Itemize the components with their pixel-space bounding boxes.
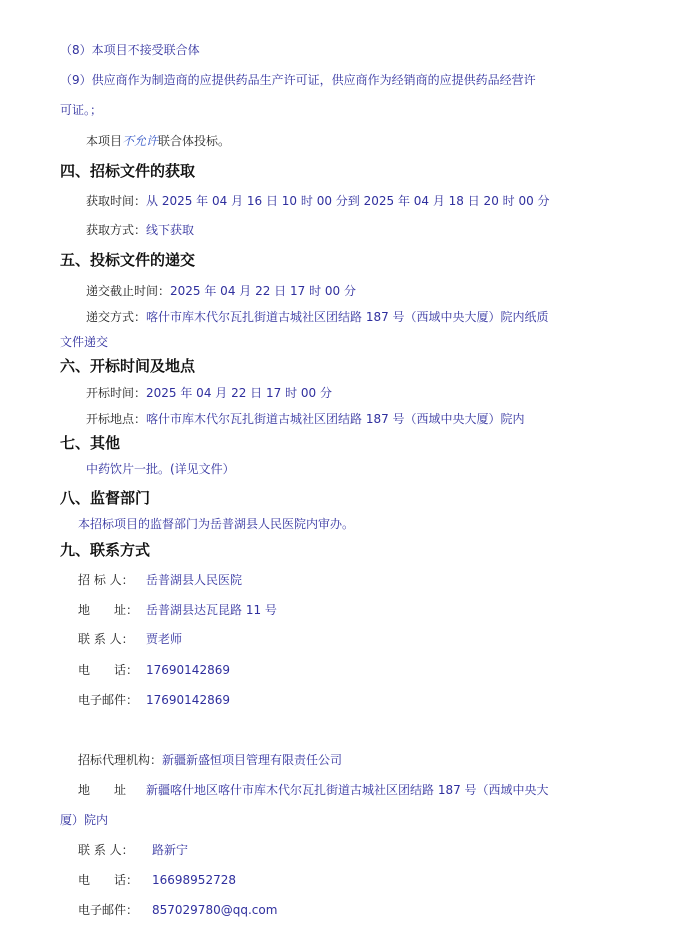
consortium-value: 不允许	[122, 134, 159, 148]
agency-email-value: 857029780@qq.com	[152, 903, 278, 917]
submit-place-value: 喀什市库木代尔瓦扎街道古城社区团结路 187 号（西域中央大厦）院内纸质	[146, 310, 549, 324]
section-9-heading: 九、联系方式	[60, 541, 151, 559]
tenderer-email-label: 电子邮件：	[78, 693, 139, 707]
opening-time-row	[86, 385, 332, 401]
submit-deadline-value: 2025 年 04 月 22 日 17 时 00 分	[170, 284, 356, 298]
item-9-line1: （9）供应商作为制造商的应提供药品生产许可证，供应商作为经销商的应提供药品经营许	[60, 73, 536, 87]
section-5-heading: 五、投标文件的递交	[60, 251, 196, 269]
tenderer-contact-label: 联 系 人：	[78, 632, 134, 646]
acquire-time-value: 从 2025 年 04 月 16 日 10 时 00 分到 2025 年 04 月 18 日 20 时 00 分	[146, 194, 550, 208]
agency-email-row	[78, 902, 277, 918]
agency-contact-label: 联 系 人：	[78, 843, 134, 857]
other-content: 中药饮片一批。(详见文件）	[86, 462, 235, 476]
agency-name-row	[78, 752, 342, 768]
agency-name-label: 招标代理机构：	[78, 753, 163, 767]
agency-phone-row	[78, 872, 236, 888]
tenderer-phone-row	[78, 662, 230, 678]
acquire-time-row	[86, 193, 550, 209]
tenderer-phone-value: 17690142869	[146, 663, 230, 677]
agency-address-value-line2: 厦）院内	[60, 813, 109, 827]
opening-time-value: 2025 年 04 月 22 日 17 时 00 分	[146, 386, 332, 400]
agency-contact-value: 路新宁	[152, 843, 189, 857]
tenderer-name-label: 招 标 人：	[78, 573, 134, 587]
submit-deadline-label: 递交截止时间：	[86, 284, 171, 298]
agency-phone-label: 电 话：	[78, 873, 139, 887]
consortium-line	[86, 133, 230, 149]
agency-phone-value: 16698952728	[152, 873, 236, 887]
acquire-method-label: 获取方式：	[86, 223, 147, 237]
item-8: （8）本项目不接受联合体	[60, 43, 200, 57]
consortium-suffix: 联合体投标。	[158, 134, 231, 148]
tenderer-name-row	[78, 572, 242, 588]
tenderer-contact-row	[78, 631, 182, 647]
opening-place-value: 喀什市库木代尔瓦扎街道古城社区团结路 187 号（西域中央大厦）院内	[146, 412, 525, 426]
submit-place-value-line2: 文件递交	[60, 335, 109, 349]
agency-email-label: 电子邮件：	[78, 903, 139, 917]
agency-address-value: 新疆喀什地区喀什市库木代尔瓦扎街道古城社区团结路 187 号（西域中央大	[146, 783, 549, 797]
submit-place-label: 递交方式：	[86, 310, 147, 324]
agency-contact-row	[78, 842, 188, 858]
acquire-method-row	[86, 222, 194, 238]
acquire-time-label: 获取时间：	[86, 194, 147, 208]
opening-place-label: 开标地点：	[86, 412, 147, 426]
section-4-heading: 四、招标文件的获取	[60, 162, 196, 180]
agency-address-row	[78, 782, 549, 798]
consortium-prefix: 本项目	[86, 134, 123, 148]
tenderer-name-value: 岳普湖县人民医院	[146, 573, 243, 587]
tenderer-email-value: 17690142869	[146, 693, 230, 707]
section-6-heading: 六、开标时间及地点	[60, 357, 196, 375]
tenderer-phone-label: 电 话：	[78, 663, 139, 677]
tenderer-address-row	[78, 602, 277, 618]
tenderer-email-row	[78, 692, 230, 708]
submit-deadline-row	[86, 283, 356, 299]
tenderer-address-label: 地 址：	[78, 603, 139, 617]
submit-place-row	[86, 309, 549, 325]
opening-time-label: 开标时间：	[86, 386, 147, 400]
tenderer-contact-value: 贾老师	[146, 632, 183, 646]
tenderer-address-value: 岳普湖县达瓦昆路 11 号	[146, 603, 277, 617]
item-9-line2: 可证。；	[60, 103, 103, 117]
agency-address-label: 地 址	[78, 783, 127, 797]
opening-place-row	[86, 411, 525, 427]
agency-name-value: 新疆新盛恒项目管理有限责任公司	[162, 753, 343, 767]
section-8-heading: 八、监督部门	[60, 489, 151, 507]
supervision-content: 本招标项目的监督部门为岳普湖县人民医院内审办。	[78, 517, 355, 531]
section-7-heading: 七、其他	[60, 434, 121, 452]
acquire-method-value: 线下获取	[146, 223, 195, 237]
